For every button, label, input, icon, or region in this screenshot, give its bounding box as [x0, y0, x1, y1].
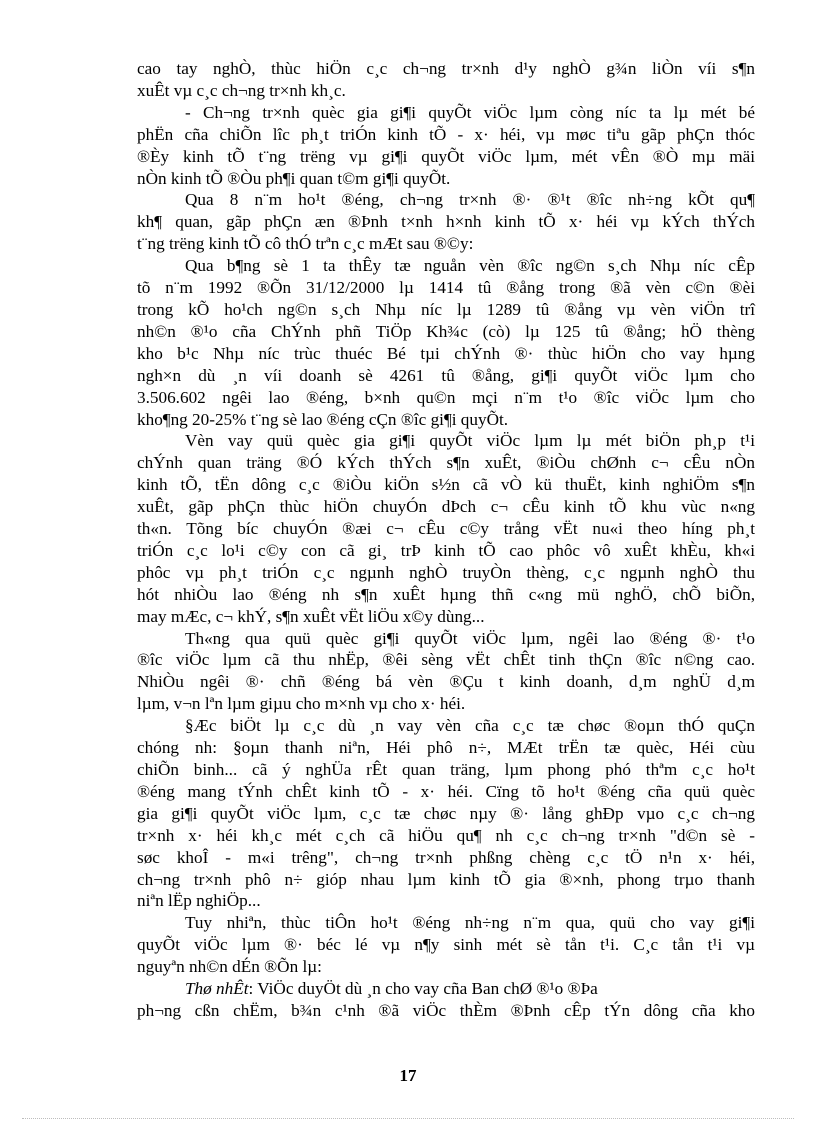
- paragraph: [137, 715, 755, 912]
- text-line: kho b¹c Nhµ níc trùc thuéc Bé tµi chÝnh ®· thùc hiÖn cho vay hµng: [137, 343, 755, 363]
- paragraph: [137, 255, 755, 430]
- text-line: cao tay nghÒ, thùc hiÖn c¸c ch¬ng tr×nh d¹y nghÒ g¾n liÒn víi s¶n: [137, 59, 755, 78]
- page-bottom-divider: [22, 1118, 794, 1119]
- text-line: ®éng mang tÝnh chÊt kinh tÕ - x· héi. Cïng tõ ho¹t ®éng cña quü quèc: [137, 781, 755, 801]
- paragraph: [137, 628, 755, 716]
- paragraph: [137, 102, 755, 190]
- paragraph: [137, 189, 755, 255]
- text-line: ngh×n dù ¸n víi doanh sè 4261 tû ®ång, gi¶i quyÕt viÖc lµm cho: [137, 365, 755, 385]
- text-run: : ViÖc duyÖt dù ¸n cho vay cña Ban chØ ®¹o ®Þa: [248, 979, 598, 999]
- text-line: chÝnh quan träng ®Ó kÝch thÝch s¶n xuÊt, ®iÒu chØnh c¬ cÊu nÒn: [137, 453, 755, 473]
- text-line: kh¶ quan, gãp phÇn æn ®Þnh t×nh h×nh kinh tÕ x· héi vµ kÝch thÝch: [137, 212, 755, 232]
- text-line: xuÊt, gãp phÇn thùc hiÖn chuyÓn dÞch c¬ cÊu kinh tÕ khu vùc n«ng: [137, 497, 755, 517]
- paragraph: [137, 58, 755, 102]
- text-line: tr×nh x· héi kh¸c mét c¸ch cã hiÖu qu¶ nh c¸c ch¬ng tr×nh "d©n sè -: [137, 825, 755, 845]
- text-line: nguyªn nh©n dÉn ®Õn lµ:: [137, 957, 322, 977]
- text-line: quyÕt viÖc lµm ®· béc lé vµ n¶y sinh mét sè tån t¹i. C¸c tån t¹i vµ: [137, 935, 755, 955]
- text-line: søc khoÎ - m«i trêng", ch¬ng tr×nh phßng chèng c¸c tÖ n¹n x· héi,: [137, 847, 755, 867]
- text-line: tõ n¨m 1992 ®Õn 31/12/2000 lµ 1414 tû ®ång trong ®ã vèn c©n ®èi: [137, 278, 755, 298]
- text-line: may mÆc, c¬ khÝ, s¶n xuÊt vËt liÖu x©y dùng...: [137, 606, 485, 626]
- emphasis-heading: Thø nhÊt: [185, 979, 249, 999]
- paragraph: [137, 912, 755, 978]
- text-line: [137, 978, 755, 1000]
- text-line: kinh tÕ, tËn dông c¸c ®iÒu kiÖn s½n cã vÒ kü thuËt, kinh nghiÖm s¶n: [137, 475, 755, 495]
- text-line: th«n. Tõng bíc chuyÓn ®æi c¬ cÊu c©y trång vËt nu«i theo híng ph¸t: [137, 519, 755, 539]
- text-line: chóng nh: §oµn thanh niªn, Héi phô n÷, MÆt trËn tæ quèc, Héi cùu: [137, 738, 755, 758]
- text-line: ®îc viÖc lµm cã thu nhËp, ®êi sèng vËt chÊt tinh thÇn ®îc n©ng cao.: [137, 650, 755, 670]
- text-line: nh©n ®¹o cña ChÝnh phñ TiÖp Kh¾c (cò) lµ 125 tû ®ång; hÖ thèng: [137, 321, 755, 341]
- text-line: 3.506.602 ngêi lao ®éng, b×nh qu©n mçi n¨m t¹o ®îc viÖc lµm cho: [137, 387, 755, 407]
- text-line: Vèn vay quü quèc gia gi¶i quyÕt viÖc lµm lµ mét biÖn ph¸p t¹i: [185, 431, 755, 451]
- text-line: ®Èy kinh tÕ t¨ng trëng vµ gi¶i quyÕt viÖc lµm, mét vÊn ®Ò mµ mäi: [137, 146, 755, 166]
- text-line: phôc vµ ph¸t triÓn c¸c ngµnh nghÒ truyÒn thèng, c¸c ngµnh nghÒ thu: [137, 562, 755, 582]
- text-line: t¨ng trëng kinh tÕ cô thÓ trªn c¸c mÆt sau ®©y:: [137, 234, 474, 254]
- text-line: Qua 8 n¨m ho¹t ®éng, ch¬ng tr×nh ®· ®¹t ®îc nh÷ng kÕt qu¶: [185, 190, 755, 210]
- text-line: kho¶ng 20-25% t¨ng sè lao ®éng cÇn ®îc gi¶i quyÕt.: [137, 409, 509, 429]
- text-line: - Ch¬ng tr×nh quèc gia gi¶i quyÕt viÖc lµm còng níc ta lµ mét bé: [185, 102, 755, 122]
- text-line: NhiÒu ngêi ®· chñ ®éng bá vèn ®Çu t kinh doanh, d¸m nghÜ d¸m: [137, 672, 755, 692]
- text-line: Th«ng qua quü quèc gi¶i quyÕt viÖc lµm, ngêi lao ®éng ®· t¹o: [185, 628, 755, 648]
- text-line: niªn lËp nghiÖp...: [137, 891, 261, 911]
- text-line: ch¬ng tr×nh phô n÷ gióp nhau lµm kinh tÕ gia ®×nh, phong trµo thanh: [137, 869, 755, 889]
- text-line: gia gi¶i quyÕt viÖc lµm, c¸c tæ chøc nµy ®· lång ghÐp vµo c¸c ch¬ng: [137, 803, 755, 823]
- text-line: nÒn kinh tÕ ®Òu ph¶i quan t©m gi¶i quyÕt.: [137, 168, 451, 188]
- text-line: trong kÕ ho¹ch ng©n s¸ch Nhµ níc lµ 1289 tû ®ång vµ vèn viÖn trî: [137, 299, 755, 319]
- text-line: xuÊt vµ c¸c ch¬ng tr×nh kh¸c.: [137, 80, 346, 100]
- page-number: 17: [399, 1066, 417, 1085]
- text-line: ph¬ng cßn chËm, b¾n c¹nh ®ã viÖc thÈm ®Þnh cÊp tÝn dông cña kho: [137, 1000, 755, 1020]
- paragraph: [137, 430, 755, 627]
- text-line: triÓn c¸c lo¹i c©y con cã gi¸ trÞ kinh tÕ cao phôc vô xuÊt khÈu, kh«i: [137, 540, 755, 560]
- text-line: chiÕn binh... cã ý nghÜa rÊt quan träng, lµm phong phó thªm c¸c ho¹t: [137, 760, 755, 779]
- text-line: phËn cña chiÕn lîc ph¸t triÓn kinh tÕ - x· héi, vµ møc tiªu gãp phÇn thóc: [137, 124, 755, 144]
- text-line: Tuy nhiªn, thùc tiÔn ho¹t ®éng nh÷ng n¨m qua, quü cho vay gi¶i: [185, 913, 755, 933]
- text-line: hót nhiÒu lao ®éng nh s¶n xuÊt hµng thñ c«ng mü nghÖ, chÕ biÕn,: [137, 584, 755, 604]
- text-line: §Æc biÖt lµ c¸c dù ¸n vay vèn cña c¸c tæ chøc ®oµn thÓ quÇn: [185, 716, 755, 736]
- text-line: lµm, v¬n lªn lµm giµu cho m×nh vµ cho x· héi.: [137, 694, 466, 714]
- body-text: [137, 58, 755, 1022]
- paragraph: [137, 978, 755, 1022]
- text-line: Qua b¶ng sè 1 ta thÊy tæ nguån vèn ®îc ng©n s¸ch Nhµ níc cÊp: [185, 256, 755, 276]
